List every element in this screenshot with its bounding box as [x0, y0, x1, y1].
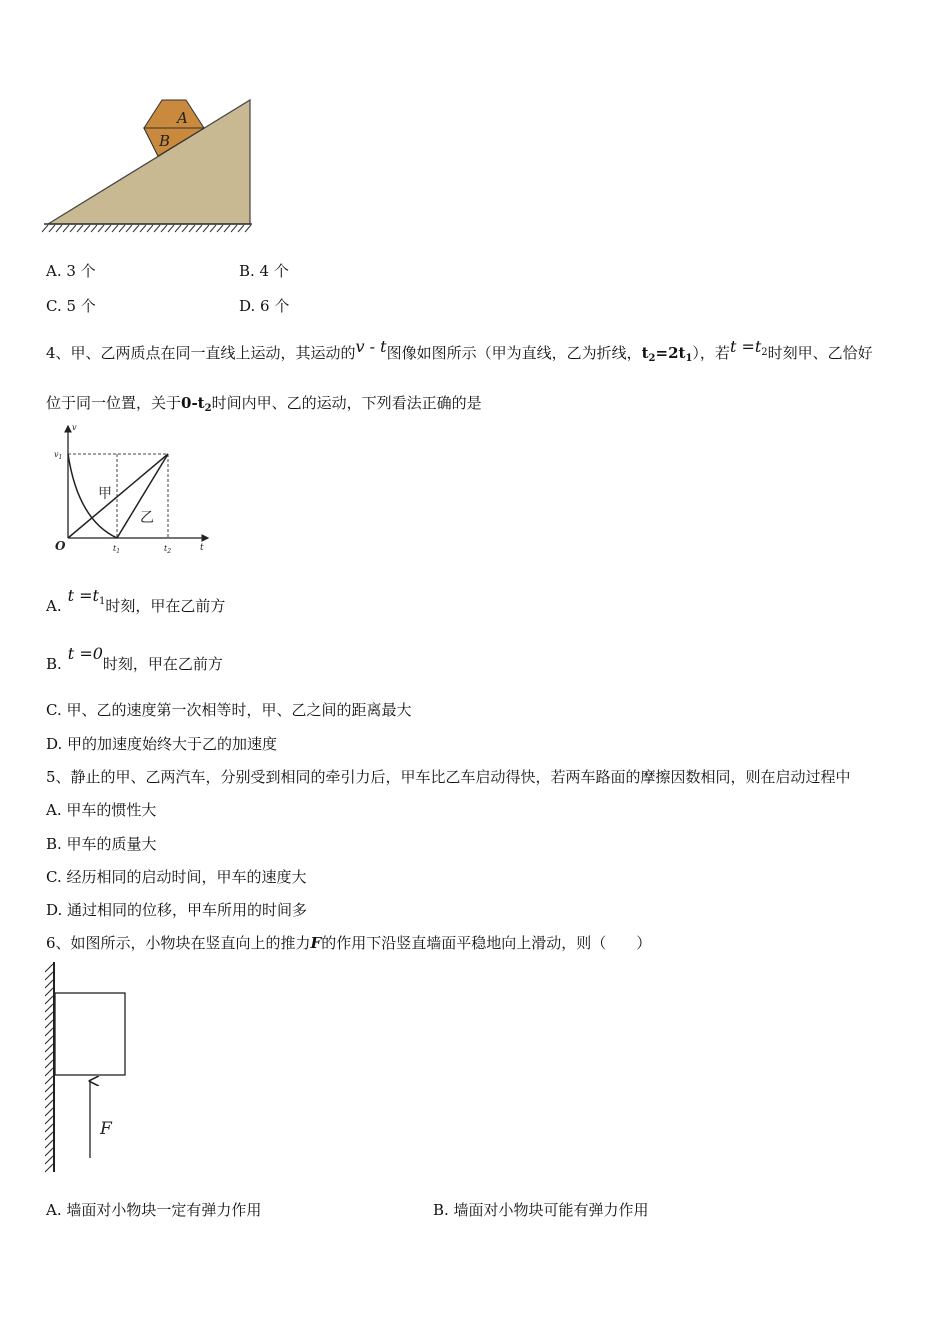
- q6-force-symbol: F: [310, 934, 322, 952]
- q4-range: [181, 394, 212, 412]
- q5-option-b: B. 甲车的质量大: [46, 835, 157, 853]
- q4-condition: [642, 344, 693, 362]
- q6-stem-end: 的作用下沿竖直墙面平稳地向上滑动，则（ ）: [321, 934, 652, 952]
- block-b-label: B: [159, 132, 171, 150]
- block-a: [144, 100, 204, 128]
- t1-sub: 1: [116, 548, 121, 555]
- v1-sub: 1: [58, 454, 63, 461]
- yi-label: 乙: [140, 510, 154, 526]
- q3-option-a: A. 3 个: [46, 262, 96, 280]
- wall-block-figure: [40, 960, 140, 1175]
- vt-symbol: v - t: [355, 337, 387, 356]
- q4-a-prefix: A.: [46, 597, 62, 615]
- q5-option-d: D. 通过相同的位移，甲车所用的时间多: [46, 901, 308, 919]
- q6-option-b: B. 墙面对小物块可能有弹力作用: [433, 1201, 649, 1219]
- force-label: F: [100, 1119, 112, 1139]
- q4-b-prefix: B.: [46, 655, 62, 673]
- v1-text: v: [54, 450, 59, 459]
- range-text: 0-t: [181, 394, 205, 412]
- ground-hatching: [42, 225, 251, 232]
- q4-stem-after: ），若: [692, 344, 730, 362]
- q4-a-math: [68, 586, 106, 605]
- q4-a-text: 时刻，甲在乙前方: [105, 597, 226, 615]
- q4-b-math: t =0: [67, 644, 103, 663]
- t-eq-text: t =t: [729, 337, 762, 356]
- origin-label: O: [55, 539, 66, 553]
- t1-text: t: [113, 544, 117, 553]
- q4-option-a: [46, 586, 226, 616]
- q6-stem: [46, 932, 651, 953]
- cond-t2: t: [641, 344, 649, 362]
- q5-option-a: A. 甲车的惯性大: [46, 801, 157, 819]
- small-block: [55, 993, 125, 1075]
- t-axis-label: t: [200, 543, 204, 553]
- block-a-label: A: [177, 109, 188, 127]
- q4-option-d: D. 甲的加速度始终大于乙的加速度: [46, 735, 278, 753]
- t1-label: [113, 544, 120, 555]
- q3-option-b: B. 4 个: [239, 262, 289, 280]
- t2-sub: 2: [167, 548, 172, 555]
- q4-stem-line1: [46, 337, 873, 364]
- q4-a-math-sub: 1: [98, 596, 106, 607]
- q3-option-c: C. 5 个: [46, 297, 96, 315]
- incline-figure: [40, 92, 260, 240]
- t2-label: [164, 544, 171, 555]
- cond-eq: =2t: [655, 344, 686, 362]
- q3-option-d: D. 6 个: [239, 297, 290, 315]
- q5-option-c: C. 经历相同的启动时间，甲车的速度大: [46, 868, 307, 886]
- q4-stem-end: 时刻甲、乙恰好: [767, 344, 873, 362]
- incline-wedge: [48, 100, 250, 224]
- cond-sub-2: 2: [648, 353, 656, 364]
- q4-line2-end: 时间内甲、乙的运动，下列看法正确的是: [211, 394, 482, 412]
- range-sub: 2: [204, 403, 212, 414]
- vt-graph: [50, 420, 215, 560]
- wall-hatching: [45, 964, 53, 1172]
- cond-sub-1: 1: [685, 353, 693, 364]
- t-equals-t2: [730, 337, 768, 356]
- v1-label: [54, 450, 62, 461]
- t-eq-sub: 2: [761, 347, 768, 358]
- q4-line2-start: 位于同一位置，关于: [46, 394, 182, 412]
- q6-stem-start: 6、如图所示，小物块在竖直向上的推力: [46, 934, 311, 952]
- q4-b-text: 时刻，甲在乙前方: [102, 655, 223, 673]
- q4-stem-mid: 图像如图所示（甲为直线，乙为折线，: [386, 344, 642, 362]
- q4-stem-start: 4、甲、乙两质点在同一直线上运动，其运动的: [46, 344, 356, 362]
- q4-a-math-text: t =t: [67, 586, 99, 605]
- t2-text: t: [164, 544, 168, 553]
- q5-stem: 5、静止的甲、乙两汽车，分别受到相同的牵引力后，甲车比乙车启动得快，若两车路面的摩擦因数相同，则在启动过程中: [46, 768, 851, 786]
- v-axis-label: v: [72, 423, 77, 432]
- q6-option-a: A. 墙面对小物块一定有弹力作用: [46, 1201, 262, 1219]
- q4-option-c: C. 甲、乙的速度第一次相等时，甲、乙之间的距离最大: [46, 701, 412, 719]
- q4-stem-line2: [46, 392, 482, 413]
- jia-label: 甲: [98, 486, 112, 502]
- q4-option-b: [46, 644, 223, 674]
